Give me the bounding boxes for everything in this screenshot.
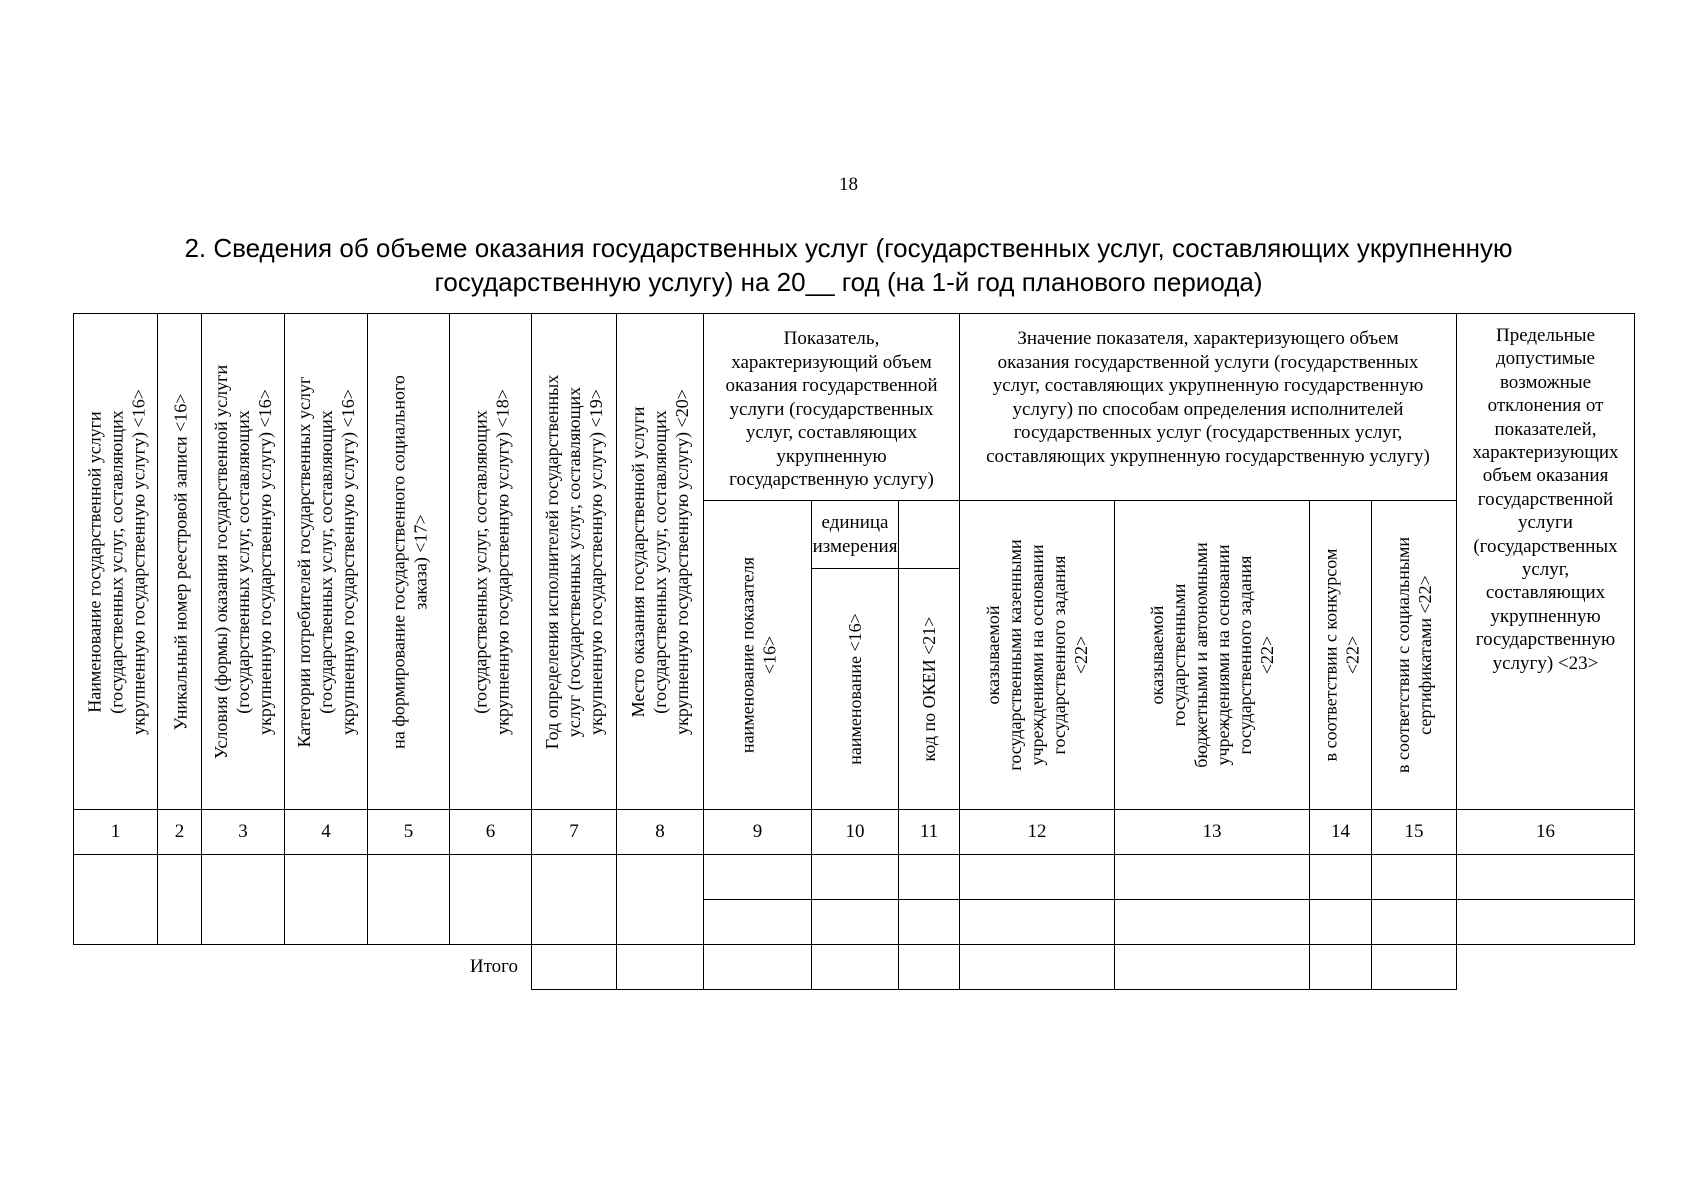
total-cell[interactable] (616, 944, 704, 990)
data-cell[interactable] (531, 854, 617, 945)
total-cell[interactable] (531, 944, 617, 990)
column-number: 13 (1114, 809, 1310, 855)
data-cell[interactable] (898, 854, 960, 900)
header-group-indicator: Показатель, характеризующий объем оказания государственной услуги (государственных услуг, составляющих укрупненную государственную услугу) (703, 313, 960, 501)
data-cell[interactable] (1456, 899, 1635, 945)
total-cell[interactable] (959, 944, 1115, 990)
header-col-4: Категории потребителей государственных услуг (государственных услуг, составляющих укрупненную государственную услугу) <16> (284, 313, 368, 810)
column-number: 2 (157, 809, 202, 855)
header-col-8: Место оказания государственной услуги (государственных услуг, составляющих укрупненную государственную услугу) <20> (616, 313, 704, 810)
data-cell[interactable] (959, 854, 1115, 900)
column-number: 14 (1309, 809, 1372, 855)
data-cell[interactable] (1309, 899, 1372, 945)
header-col-16: Предельные допустимые возможные отклонения от показателей, характеризующих объем оказания государственной услуги (государственных услуг, составляющих укрупненную государственную услугу) <23> (1456, 313, 1635, 810)
title-line-2: государственную услугу) на 20__ год (на 1-й год планового периода) (434, 267, 1263, 297)
column-number: 11 (898, 809, 960, 855)
header-col-1: Наименование государственной услуги (государственных услуг, составляющих укрупненную государственную услугу) <16> (73, 313, 158, 810)
data-cell[interactable] (811, 854, 899, 900)
header-group-value: Значение показателя, характеризующего объем оказания государственной услуги (государственных услуг, составляющих укрупненную государственную услугу) по способам определения исполнителей государственных услуг (государственных услуг, составляющих укрупненную государственную услугу) (959, 313, 1457, 501)
data-cell[interactable] (703, 899, 812, 945)
column-number: 5 (367, 809, 450, 855)
header-col-13: оказываемой государственными бюджетными и автономными учреждениями на основании государственного задания <22> (1114, 500, 1310, 810)
data-cell[interactable] (449, 854, 532, 945)
data-cell[interactable] (1456, 854, 1635, 900)
total-cell[interactable] (703, 944, 812, 990)
header-col-12: оказываемой государственными казенными учреждениями на основании государственного задания <22> (959, 500, 1115, 810)
total-cell[interactable] (1309, 944, 1372, 990)
data-cell[interactable] (367, 854, 450, 945)
data-cell[interactable] (616, 854, 704, 945)
header-col-10: наименование <16> (811, 568, 899, 810)
column-number: 16 (1456, 809, 1635, 855)
header-col-9: наименование показателя <16> (703, 500, 812, 810)
column-number: 8 (616, 809, 704, 855)
data-cell[interactable] (1309, 854, 1372, 900)
header-col-5: на формирование государственного социального заказа) <17> (367, 313, 450, 810)
title-line-1: 2. Сведения об объеме оказания государственных услуг (государственных услуг, составляющих укрупненную (184, 233, 1513, 263)
total-cell[interactable] (898, 944, 960, 990)
total-label: Итого (469, 956, 518, 977)
column-number: 10 (811, 809, 899, 855)
data-cell[interactable] (1371, 899, 1457, 945)
data-cell[interactable] (201, 854, 285, 945)
data-cell[interactable] (284, 854, 368, 945)
header-col-14: в соответствии с конкурсом <22> (1309, 500, 1372, 810)
data-cell[interactable] (157, 854, 202, 945)
data-cell[interactable] (959, 899, 1115, 945)
data-cell[interactable] (1114, 854, 1310, 900)
column-number: 7 (531, 809, 617, 855)
column-number: 9 (703, 809, 812, 855)
header-col-15: в соответствии с социальными сертификатами <22> (1371, 500, 1457, 810)
data-cell[interactable] (1114, 899, 1310, 945)
column-number: 15 (1371, 809, 1457, 855)
header-col-3: Условия (формы) оказания государственной услуги (государственных услуг, составляющих укрупненную государственную услугу) <16> (201, 313, 285, 810)
total-cell[interactable] (1371, 944, 1457, 990)
data-cell[interactable] (703, 854, 812, 900)
header-unit-group: единица измерения (811, 500, 899, 569)
page-number: 18 (839, 174, 858, 195)
data-cell[interactable] (73, 854, 158, 945)
column-number: 6 (449, 809, 532, 855)
header-col-2: Уникальный номер реестровой записи <16> (157, 313, 202, 810)
header-col-6: (государственных услуг, составляющих укрупненную государственную услугу) <18> (449, 313, 532, 810)
data-cell[interactable] (811, 899, 899, 945)
column-number: 4 (284, 809, 368, 855)
column-number: 1 (73, 809, 158, 855)
column-number: 3 (201, 809, 285, 855)
total-cell[interactable] (1114, 944, 1310, 990)
data-cell[interactable] (898, 899, 960, 945)
header-col-11: код по ОКЕИ <21> (898, 568, 960, 810)
header-col-7: Год определения исполнителей государственных услуг (государственных услуг, составляющих укрупненную государственную услугу) <19> (531, 313, 617, 810)
column-number: 12 (959, 809, 1115, 855)
total-cell[interactable] (811, 944, 899, 990)
data-cell[interactable] (1371, 854, 1457, 900)
